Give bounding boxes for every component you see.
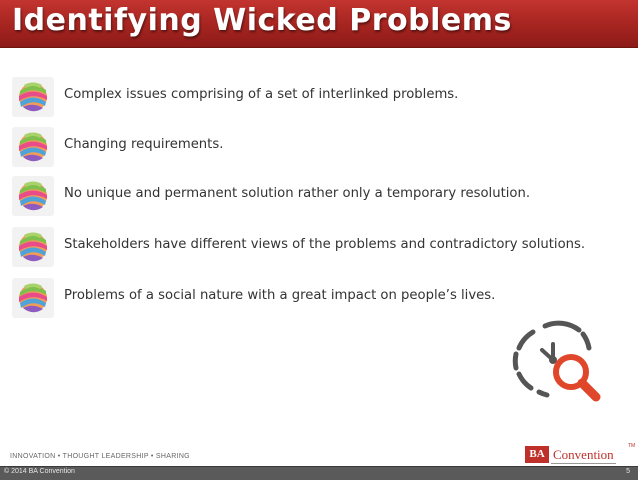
bullet-text: No unique and permanent solution rather only a temporary resolution. [64, 186, 531, 201]
footer-bar [0, 466, 638, 480]
bullet-item [0, 75, 638, 119]
bullet-item [0, 276, 638, 320]
bullet-text: Changing requirements. [64, 137, 224, 152]
bullet-text: Complex issues comprising of a set of interlinked problems. [64, 87, 459, 102]
swirl-ball-icon [12, 127, 54, 167]
swirl-ball-icon [12, 227, 54, 267]
title-bar [0, 0, 638, 48]
bullet-item [0, 125, 638, 169]
swirl-ball-icon [12, 278, 54, 318]
bullet-text: Problems of a social nature with a great impact on people’s lives. [64, 288, 496, 303]
brand-mark: BA [525, 446, 549, 463]
search-magnifier-icon [509, 318, 609, 409]
bullet-text: Stakeholders have different views of the problems and contradictory solutions. [64, 237, 586, 252]
slide-title: Identifying Wicked Problems [12, 3, 512, 38]
page-number: 5 [626, 468, 630, 475]
swirl-ball-icon [12, 77, 54, 117]
footer-slogan: INNOVATION • THOUGHT LEADERSHIP • SHARING [10, 453, 190, 460]
swirl-ball-icon [12, 176, 54, 216]
brand-name: Convention [553, 447, 614, 462]
copyright: © 2014 BA Convention [4, 468, 75, 475]
bullet-item [0, 225, 638, 269]
brand-tm: TM [628, 443, 636, 449]
bullet-item [0, 174, 638, 218]
